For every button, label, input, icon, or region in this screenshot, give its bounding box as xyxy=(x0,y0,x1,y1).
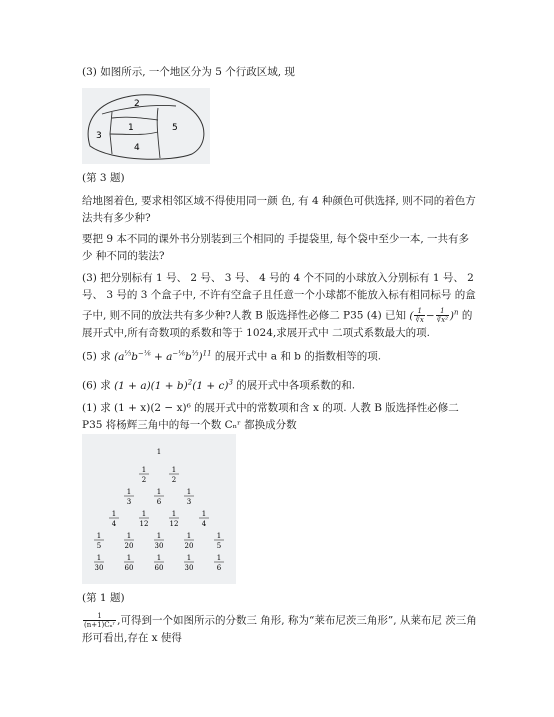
ball-box-problem xyxy=(82,270,478,342)
svg-text:1: 1 xyxy=(96,532,102,540)
triangle-entry xyxy=(184,532,194,550)
svg-text:1: 1 xyxy=(126,532,132,540)
svg-text:2: 2 xyxy=(141,476,147,484)
triangle-entry xyxy=(169,510,179,528)
svg-text:1: 1 xyxy=(126,488,132,496)
problem-3-intro: (3) 如图所示, 一个地区分为 5 个行政区域, 现 xyxy=(82,66,295,78)
svg-text:60: 60 xyxy=(154,564,164,572)
region-label: 2 xyxy=(134,99,140,109)
triangle-entry xyxy=(214,532,224,550)
triangle-entry xyxy=(169,466,179,484)
problem-3-text: 给地图着色, 要求相邻区域不得使用同一颜 色, 有 4 种颜色可供选择, 则不同的着色方 法共有多少种? xyxy=(82,195,476,224)
triangle-entry xyxy=(124,532,134,550)
problem-5 xyxy=(82,345,478,366)
region-label: 3 xyxy=(96,131,102,141)
svg-text:1: 1 xyxy=(171,510,177,518)
ball-box-text: (3) 把分别标有 1 号、 2 号、 3 号、 4 号的 4 个不同的小球放入分别标有 1 号、 2 号、 3 号的 3 个盒子中, 不许有空盒子且任意一个小球都不能放入标有相同标号 的盒子中, 则不同的放法共有多少种?人教 B 版选择性必修二 P35 (4) 已知 xyxy=(82,272,476,322)
triangle-entry xyxy=(154,488,164,506)
svg-text:30: 30 xyxy=(94,564,104,572)
svg-text:6: 6 xyxy=(216,564,222,572)
svg-text:6: 6 xyxy=(156,498,162,506)
problem-5-text: 的展开式中 a 和 b 的指数相等的项. xyxy=(214,350,382,363)
triangle-entry xyxy=(139,466,149,484)
svg-text:1: 1 xyxy=(96,554,102,562)
triangle-entry xyxy=(157,448,161,456)
triangle-entry xyxy=(214,554,224,572)
svg-text:60: 60 xyxy=(124,564,134,572)
triangle-entry xyxy=(139,510,149,528)
problem-5-expression: $(a^{\frac{1}{3}}b^{-\frac{1}{6}} + a^{-\frac{1}{6}}b^{\frac{1}{3}})^{11}$ xyxy=(114,349,212,363)
svg-text:3: 3 xyxy=(186,498,192,506)
problem-1: (1) 求 (1 + x)(2 − x)⁶ 的展开式中的常数项和含 x 的项. 人教 B 版选择性必修二 P35 将杨辉三角中的每一个数 Cₙʳ 都换成分数 xyxy=(82,402,459,431)
svg-text:3: 3 xyxy=(126,498,132,506)
svg-text:1: 1 xyxy=(156,554,162,562)
svg-text:1: 1 xyxy=(216,532,222,540)
svg-text:12: 12 xyxy=(139,520,149,528)
svg-text:1: 1 xyxy=(171,466,177,474)
problem-6-label: (6) 求 xyxy=(82,379,111,392)
problem-5-label: (5) 求 xyxy=(82,350,111,363)
triangle-entry xyxy=(124,554,134,572)
svg-text:2: 2 xyxy=(171,476,177,484)
svg-text:4: 4 xyxy=(111,520,117,528)
triangle-entry xyxy=(184,488,194,506)
svg-text:5: 5 xyxy=(216,542,222,550)
svg-text:1: 1 xyxy=(141,510,147,518)
triangle-entry xyxy=(124,488,134,506)
triangle-entry xyxy=(154,554,164,572)
svg-text:1: 1 xyxy=(156,448,162,456)
svg-text:1: 1 xyxy=(156,488,162,496)
svg-text:20: 20 xyxy=(124,542,134,550)
svg-text:30: 30 xyxy=(184,564,194,572)
svg-text:12: 12 xyxy=(169,520,179,528)
leibniz-paragraph xyxy=(82,612,478,647)
triangle-entry xyxy=(199,510,209,528)
svg-text:4: 4 xyxy=(201,520,207,528)
leibniz-fraction: $\frac{1}{\text{(n+1)Cₙʳ}}$ xyxy=(84,612,116,629)
problem-6 xyxy=(82,374,478,395)
svg-text:1: 1 xyxy=(126,554,132,562)
figure-caption: (第 1 题) xyxy=(82,592,125,604)
svg-text:1: 1 xyxy=(186,488,192,496)
region-label: 1 xyxy=(128,123,134,133)
svg-text:1: 1 xyxy=(201,510,207,518)
svg-text:5: 5 xyxy=(96,542,102,550)
triangle-entry xyxy=(94,532,104,550)
triangle-entry xyxy=(184,554,194,572)
svg-text:1: 1 xyxy=(216,554,222,562)
triangle-entry xyxy=(154,532,164,550)
leibniz-triangle-figure xyxy=(82,434,236,584)
svg-text:1: 1 xyxy=(141,466,147,474)
region-map-figure xyxy=(82,88,210,164)
region-label: 4 xyxy=(134,143,140,153)
figure-caption: (第 3 题) xyxy=(82,172,125,184)
svg-text:30: 30 xyxy=(154,542,164,550)
triangle-entry xyxy=(94,554,104,572)
region-label: 5 xyxy=(172,123,178,133)
problem-6-text: 的展开式中各项系数的和. xyxy=(236,379,356,392)
svg-text:1: 1 xyxy=(186,554,192,562)
binomial-expression: ( $\frac{1}{∛x}$ − $\frac{1}{\text{∛x²}}$ )$^n$ xyxy=(409,307,459,324)
svg-text:1: 1 xyxy=(156,532,162,540)
ball-box-text-2: 的展开式中,所有奇数项的系数和等于 1024,求展开式中 二项式系数最大的项. xyxy=(82,309,473,339)
svg-text:20: 20 xyxy=(184,542,194,550)
svg-text:1: 1 xyxy=(186,532,192,540)
svg-text:1: 1 xyxy=(111,510,117,518)
bookbag-problem: 要把 9 本不同的课外书分别装到三个相同的 手提袋里, 每个袋中至少一本, 一共有多少 种不同的装法? xyxy=(82,233,470,262)
leibniz-text: ,可得到一个如图所示的分数三 角形, 称为“莱布尼茨三角形”, 从莱布尼 茨三角形可看出,存在 x 使得 xyxy=(82,614,477,644)
problem-6-expression: $(1 + a)(1 + b)^2(1 + c)^3$ xyxy=(114,378,233,392)
triangle-entry xyxy=(109,510,119,528)
